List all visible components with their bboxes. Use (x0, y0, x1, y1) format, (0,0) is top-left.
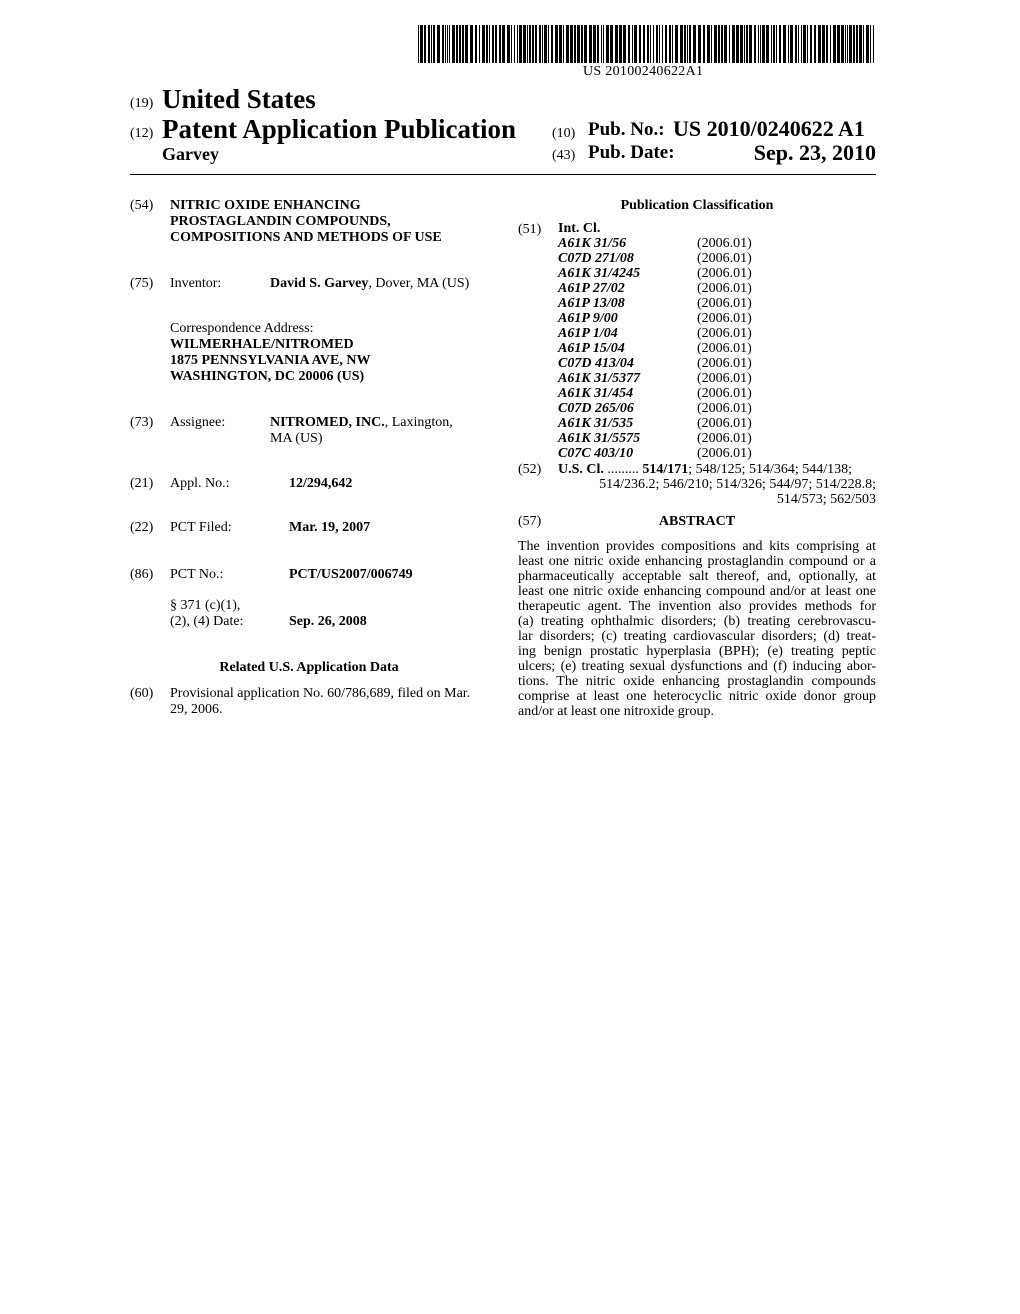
correspondence-line: WILMERHALE/NITROMED (170, 337, 354, 352)
abstract-line: comprise at least one heterocyclic nitric oxide donor group (518, 689, 876, 704)
title-line: COMPOSITIONS AND METHODS OF USE (170, 230, 442, 245)
appl-no-label: Appl. No.: (170, 476, 230, 491)
pub-date-label: Pub. Date: (588, 142, 675, 163)
ipc-version: (2006.01) (697, 386, 752, 401)
abstract-line: therapeutic agent. The invention also provides methods for (518, 599, 876, 614)
ipc-version: (2006.01) (697, 236, 752, 251)
ipc-code: A61K 31/454 (558, 386, 634, 401)
inid-code-12: (12) (130, 126, 154, 141)
pub-no-label: Pub. No.: (588, 119, 665, 140)
ipc-row (558, 341, 878, 356)
ipc-code: A61K 31/535 (558, 416, 634, 431)
ipc-version: (2006.01) (697, 281, 752, 296)
assignee-name: NITROMED, INC. (270, 415, 385, 430)
pub-no-value: US 2010/0240622 A1 (673, 116, 865, 141)
abstract-line: ing benign prostatic hyperplasia (BPH); (e) treating peptic (518, 644, 876, 659)
abstract-heading: ABSTRACT (658, 514, 736, 529)
ipc-row (558, 356, 878, 371)
ipc-row (558, 401, 878, 416)
inid-code-73: (73) (130, 415, 154, 430)
abstract-line: and/or at least one nitroxide group. (518, 704, 714, 719)
abstract-line: The invention provides compositions and kits comprising at (518, 539, 876, 554)
ipc-version: (2006.01) (697, 431, 752, 446)
inid-code-43: (43) (552, 148, 576, 163)
inid-code-75: (75) (130, 276, 154, 291)
ipc-code: A61P 13/08 (558, 296, 625, 311)
inid-code-57: (57) (518, 514, 542, 529)
ipc-row (558, 281, 878, 296)
ipc-row (558, 251, 878, 266)
ipc-version: (2006.01) (697, 296, 752, 311)
ipc-row (558, 326, 878, 341)
ipc-code: A61P 9/00 (558, 311, 618, 326)
ipc-version: (2006.01) (697, 401, 752, 416)
pct-filed-value: Mar. 19, 2007 (289, 520, 371, 535)
invention-title (170, 198, 442, 246)
ipc-version: (2006.01) (697, 416, 752, 431)
ipc-code: A61K 31/5575 (558, 431, 641, 446)
pct-no-value: PCT/US2007/006749 (289, 567, 413, 582)
s371-label-line: § 371 (c)(1), (170, 598, 241, 613)
assignee-value (270, 415, 453, 447)
ipc-row (558, 416, 878, 431)
ipc-version: (2006.01) (697, 266, 752, 281)
us-cl-line-3: 514/573; 562/503 (776, 492, 876, 507)
inventor-name: David S. Garvey (270, 276, 369, 291)
correspondence-line: WASHINGTON, DC 20006 (US) (170, 369, 365, 384)
us-cl-line-2: 514/236.2; 546/210; 514/326; 544/97; 514/228.8; (599, 477, 876, 492)
us-cl-rest: ; 548/125; 514/364; 544/138; (688, 462, 853, 477)
ipc-version: (2006.01) (697, 326, 752, 341)
correspondence-label: Correspondence Address: (170, 321, 314, 336)
ipc-row (558, 446, 878, 461)
ipc-code: A61P 15/04 (558, 341, 625, 356)
s371-label-line: (2), (4) Date: (170, 614, 244, 629)
ipc-row (558, 431, 878, 446)
related-data-heading: Related U.S. Application Data (219, 660, 399, 675)
int-cl-label: Int. Cl. (558, 221, 601, 236)
ipc-version: (2006.01) (697, 311, 752, 326)
inid-code-19: (19) (130, 96, 154, 111)
inid-code-10: (10) (552, 126, 576, 141)
ipc-code: C07D 271/08 (558, 251, 634, 266)
appl-no-value: 12/294,642 (289, 476, 353, 491)
abstract-line: (a) treating ophthalmic disorders; (b) treating cerebrovascu- (518, 614, 876, 629)
assignee-location-2: MA (US) (270, 431, 323, 446)
ipc-row (558, 386, 878, 401)
us-cl-main: 514/171 (642, 462, 689, 477)
ipc-code: A61K 31/4245 (558, 266, 641, 281)
provisional-application (170, 686, 470, 718)
header-rule (130, 174, 876, 175)
ipc-code: A61P 27/02 (558, 281, 625, 296)
ipc-version: (2006.01) (697, 356, 752, 371)
ipc-code: C07C 403/10 (558, 446, 634, 461)
ipc-row (558, 371, 878, 386)
inventor-value (270, 276, 469, 292)
pub-date-value: Sep. 23, 2010 (753, 140, 876, 165)
us-cl-line-1 (558, 462, 852, 478)
ipc-code: A61K 31/5377 (558, 371, 641, 386)
ipc-row (558, 296, 878, 311)
ipc-code: C07D 265/06 (558, 401, 634, 416)
ipc-row (558, 311, 878, 326)
abstract-line: ulcers; (e) treating sexual dysfunctions and (f) inducing abor- (518, 659, 876, 674)
provisional-line: Provisional application No. 60/786,689, filed on Mar. (170, 686, 471, 701)
ipc-version: (2006.01) (697, 371, 752, 386)
abstract-line: least one nitric oxide enhancing compound and/or at least one (518, 584, 876, 599)
publication-type: Patent Application Publication (162, 114, 517, 144)
ipc-version: (2006.01) (697, 341, 752, 356)
ipc-code: A61K 31/56 (558, 236, 627, 251)
inid-code-51: (51) (518, 222, 542, 237)
inventor-label: Inventor: (170, 276, 222, 291)
assignee-location: , Laxington, (384, 415, 453, 430)
assignee-label: Assignee: (170, 415, 226, 430)
ipc-version: (2006.01) (697, 251, 752, 266)
barcode-image (418, 25, 876, 63)
inid-code-52: (52) (518, 462, 542, 477)
inid-code-60: (60) (130, 686, 154, 701)
us-cl-dots: ......... (603, 462, 639, 477)
correspondence-line: 1875 PENNSYLVANIA AVE, NW (170, 353, 371, 368)
ipc-code: C07D 413/04 (558, 356, 634, 371)
country-name: United States (162, 84, 316, 114)
correspondence-address (170, 321, 370, 385)
applicant-name: Garvey (162, 144, 219, 164)
title-line: NITRIC OXIDE ENHANCING (170, 198, 361, 213)
ipc-code: A61P 1/04 (558, 326, 618, 341)
inid-code-22: (22) (130, 520, 154, 535)
title-line: PROSTAGLANDIN COMPOUNDS, (170, 214, 391, 229)
pct-filed-label: PCT Filed: (170, 520, 232, 535)
inid-code-21: (21) (130, 476, 154, 491)
abstract-line: pharmaceutically acceptable salt thereof, and, optionally, at (518, 569, 876, 584)
abstract-line: lar disorders; (c) treating cardiovascular disorders; (d) treat- (518, 629, 876, 644)
inid-code-86: (86) (130, 567, 154, 582)
ipc-version: (2006.01) (697, 446, 752, 461)
classification-heading: Publication Classification (620, 198, 774, 213)
abstract-line: least one nitric oxide enhancing prostaglandin compound or a (518, 554, 876, 569)
provisional-line: 29, 2006. (170, 702, 223, 717)
inid-code-54: (54) (130, 198, 154, 213)
us-cl-label: U.S. Cl. (558, 462, 604, 477)
pct-no-label: PCT No.: (170, 567, 224, 582)
barcode-number: US 20100240622A1 (583, 64, 704, 79)
s371-date: Sep. 26, 2008 (289, 614, 367, 629)
ipc-row (558, 266, 878, 281)
abstract-line: tions. The nitric oxide enhancing prostaglandin compounds (518, 674, 876, 689)
s371-label (170, 598, 243, 630)
inventor-location: , Dover, MA (US) (368, 276, 470, 291)
ipc-row (558, 236, 878, 251)
